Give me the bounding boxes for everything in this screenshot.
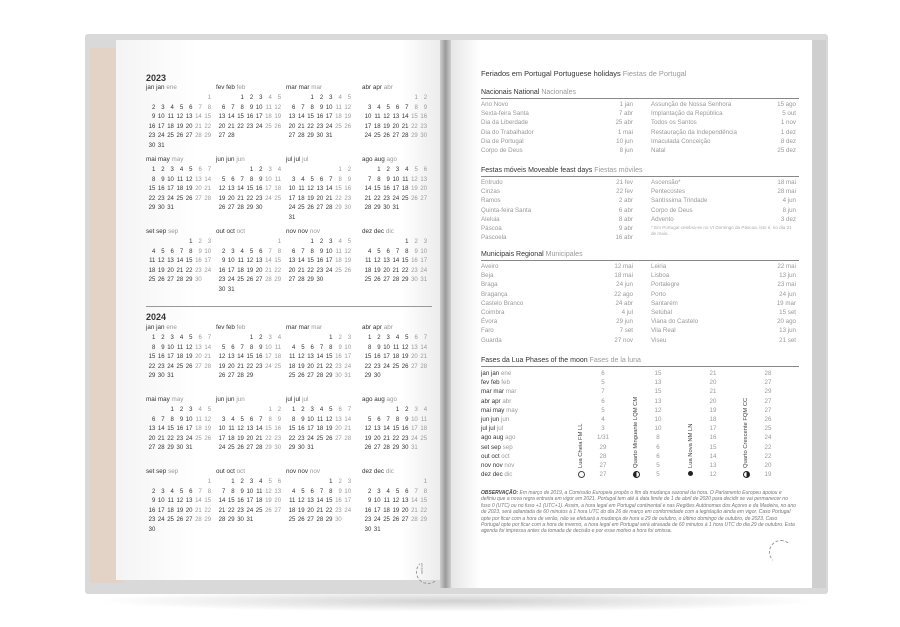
moon-day: 14	[709, 452, 717, 460]
month-2024-9	[146, 468, 212, 535]
moon-day: 24	[764, 434, 772, 442]
municipal-left-row: Bragança 22 ago	[481, 290, 633, 298]
moon-day: 29	[764, 388, 772, 396]
corner-arc	[416, 560, 440, 584]
moon-day: 28	[599, 452, 607, 460]
moon-day: 19	[709, 406, 717, 414]
moveable-left-row: Páscoa 9 abr	[481, 225, 633, 232]
moon-day: 5	[656, 462, 660, 469]
day-grid: 1 2 3 4 5 6 7 8 9 10 11 12 13 14 15 16 17 18 19 20 21 22 23 24 25 26 27 28 29 30 31	[288, 335, 352, 379]
corner-arc-right	[769, 540, 793, 564]
municipal-heading: Municipais Regional Municipales	[481, 251, 583, 258]
moon-day: 12	[654, 406, 662, 414]
moveable-left-row: Quinta-feira Santa 6 abr	[481, 206, 633, 214]
municipal-right-row: Leiria 22 mai	[651, 263, 796, 270]
month-name: abr apr abr	[362, 84, 393, 91]
year-divider	[146, 306, 432, 307]
moon-day: 22	[764, 452, 772, 460]
moon-day: 29	[599, 443, 607, 451]
municipal-left-row: Guarda 27 nov	[481, 336, 633, 344]
moon-day: 27	[599, 471, 607, 479]
month-name: nov nov nov	[286, 468, 320, 475]
day-grid: 1 2 3 4 5 6 7 8 9 10 11 12 13 14 15 16 17 18 19 20 21 22 23 24 25 26 27 28 29 30 31	[148, 335, 212, 379]
moon-day: 3	[601, 425, 605, 433]
left-page-calendar	[116, 40, 440, 580]
month-name: nov nov nov	[286, 228, 320, 235]
month-name: fev feb feb	[216, 324, 246, 331]
publisher-signature: ambar	[419, 562, 425, 575]
national-left-row: Corpo de Deus 8 jun	[481, 147, 633, 154]
moon-day: 13	[654, 397, 662, 405]
moveable-right-row: Pentecostes 28 mai	[651, 188, 796, 196]
moon-day: 27	[764, 397, 772, 405]
moon-day: 13	[654, 379, 662, 387]
day-grid: 1 2 3 4 5 6 7 8 9 10 11 12 13 14 15 16 17 18 19 20 21 22 23 24 25 26 27 28 29 30	[288, 239, 352, 283]
national-right-row: Implantação da República 5 out	[651, 110, 796, 118]
moon-month-label: jan jan ene	[481, 370, 512, 377]
moon-day: 7	[601, 388, 605, 396]
moveable-right-row: Santíssima Trindade 4 jun	[651, 197, 796, 205]
moveable-left-row: Pascoela 16 abr	[481, 234, 633, 242]
municipal-left-row: Évora 29 jun	[481, 318, 633, 326]
month-2024-3	[286, 324, 352, 382]
moon-day: 19	[764, 471, 772, 479]
month-2023-7	[286, 156, 352, 223]
moon-day: 10	[654, 416, 662, 423]
right-page-holidays	[451, 40, 812, 588]
moon-month-label: mai may may	[481, 406, 518, 414]
day-grid: 1 2 3 4 5 6 7 8 9 10 11 12 13 14 15 16 17 18 19 20 21 22 23 24 25 26 27 28 29 30 31	[364, 479, 428, 533]
month-2023-10	[216, 228, 282, 295]
municipal-right-row: Viseu 21 set	[651, 336, 796, 344]
moon-day: 15	[654, 370, 662, 377]
moon-day: 5	[656, 471, 660, 479]
moon-day: 5	[601, 379, 605, 387]
moon-day: 20	[709, 397, 717, 405]
national-right-row: Assunção de Nossa Senhora 15 ago	[651, 101, 796, 108]
moveable-right-row: Ascensão* 18 mai	[651, 179, 796, 186]
day-grid: 1 2 3 4 5 6 7 8 9 10 11 12 13 14 15 16 17 18 19 20 21 22 23 24 25 26 27 28 29 30 31	[148, 167, 212, 211]
moon-month-label: abr apr abr	[481, 397, 512, 405]
month-2024-12	[362, 468, 428, 535]
month-2023-5	[146, 156, 212, 214]
national-right-row: Natal 25 dez	[651, 147, 796, 154]
municipal-right-row: Vila Real 13 jun	[651, 327, 796, 335]
moon-day: 21	[709, 370, 717, 377]
moon-month-label: out oct oct	[481, 452, 510, 460]
moon-phase-label: Lua Nova NM LN	[688, 423, 694, 468]
year-2024-label: 2024	[146, 312, 167, 322]
moon-heading: Fases da Lua Phases of the moon Fases de la luna	[481, 357, 641, 364]
municipal-right-row: Setúbal 15 set	[651, 309, 796, 316]
day-grid: 1 2 3 4 5 6 7 8 9 10 11 12 13 14 15 16 17 18 19 20 21 22 23 24 25 26 27 28	[218, 95, 282, 139]
moon-day: 10	[654, 425, 662, 433]
moveable-left-row: Cinzas 22 fev	[481, 188, 633, 196]
month-name: jun jun jun	[216, 156, 245, 163]
municipal-rule	[481, 260, 799, 261]
moon-day: 6	[656, 452, 660, 460]
moon-day: 8	[656, 434, 660, 442]
moon-day: 6	[601, 370, 605, 377]
moon-phase-icon	[633, 471, 640, 478]
moon-day: 22	[764, 443, 772, 451]
moon-day: 13	[709, 462, 717, 469]
month-2024-7	[286, 396, 352, 454]
moon-day: 15	[654, 388, 662, 396]
moon-day: 27	[599, 462, 607, 469]
moon-day: 27	[764, 406, 772, 414]
moon-month-label: set sep sep	[481, 443, 513, 451]
moon-phase-label: Quarto Crescente FQM CC	[743, 397, 749, 468]
month-name: jan jan ene	[146, 84, 177, 91]
month-2024-2	[216, 324, 282, 382]
moon-phase-icon	[743, 471, 750, 478]
national-left-row: Sexta-feira Santa 7 abr	[481, 110, 633, 118]
moon-day: 21	[709, 388, 717, 396]
national-left-row: Ano Novo 1 jan	[481, 101, 633, 108]
day-grid: 1 2 3 4 5 6 7 8 9 10 11 12 13 14 15 16 17 18 19 20 21 22 23 24 25 26 27 28 29 30 31	[364, 407, 428, 451]
moon-day: 20	[709, 379, 717, 387]
book-gutter	[440, 40, 451, 588]
month-2023-8	[362, 156, 428, 214]
municipal-left-row: Aveiro 12 mai	[481, 263, 633, 270]
moon-day: 15	[709, 443, 717, 451]
month-name: jul jul jul	[286, 156, 309, 163]
day-grid: 1 2 3 4 5 6 7 8 9 10 11 12 13 14 15 16 17 18 19 20 21 22 23 24 25 26 27 28 29 30 31	[218, 479, 282, 523]
moon-phase-icon	[578, 471, 585, 478]
moon-month-label: fev feb feb	[481, 379, 510, 387]
municipal-right-row: Santarém 19 mar	[651, 299, 796, 307]
month-name: out oct oct	[216, 468, 246, 475]
month-2023-12	[362, 228, 428, 286]
month-2024-4	[362, 324, 428, 382]
moveable-right-row: Advento 3 dez	[651, 215, 796, 223]
time-change-note: OBSERVAÇÃO: Em março de 2019, a Comissão Europeia propôs o fim da mudança sazonal da hora. O Parlamento Europeu apoiou e definiu que a nova regra entraria em vigor em 2021. Portugal tem até à data limite de 1 de abril de 2020 para decidir se vai permanecer no fuso 0 (UTC) ou no fuso +1 (UTC+1). Assim, a hora legal em Portugal continental e nas Regiões Autónomas dos Açores e da Madeira, no ano de 2023, será adiantada de 60 minutos à 1 hora UTC do dia 26 de março em conformidade com a legislação ainda em vigor. Caso Portugal opte por ficar com a hora de verão, não se efetuará a mudança de hora a 29 de outubro, o último domingo de outubro, de 2023. Caso Portugal opte por ficar com a hora de inverno, a hora legal em Portugal será atrasada de 60 minutos à 1 hora UTC do dia 29 de outubro. Esta agenda foi impressa antes da tomada de decisão e por esse motivo a hora foi omissa.	[481, 490, 796, 535]
moon-rule	[481, 366, 799, 367]
national-right-row: Imaculada Conceição 8 dez	[651, 137, 796, 145]
day-grid: 1 2 3 4 5 6 7 8 9 10 11 12 13 14 15 16 17 18 19 20 21 22 23 24 25 26 27 28 29 30 31	[148, 407, 212, 451]
day-grid: 1 2 3 4 5 6 7 8 9 10 11 12 13 14 15 16 17 18 19 20 21 22 23 24 25 26 27 28 29 30 31	[218, 239, 282, 293]
day-grid: 1 2 3 4 5 6 7 8 9 10 11 12 13 14 15 16 17 18 19 20 21 22 23 24 25 26 27 28 29 30	[148, 239, 212, 283]
moon-day: 6	[656, 443, 660, 451]
moon-month-label: jul jul jul	[481, 425, 504, 433]
month-2023-2	[216, 84, 282, 142]
municipal-right-row: Portalegre 23 mai	[651, 281, 796, 289]
moon-day: 20	[764, 462, 772, 469]
moon-phase-label: Lua Cheia FM LL	[578, 423, 584, 468]
month-2024-1	[146, 324, 212, 382]
day-grid: 1 2 3 4 5 6 7 8 9 10 11 12 13 14 15 16 17 18 19 20 21 22 23 24 25 26 27 28 29 30	[364, 335, 428, 379]
municipal-left-row: Beja 18 mai	[481, 272, 633, 280]
day-grid: 1 2 3 4 5 6 7 8 9 10 11 12 13 14 15 16 17 18 19 20 21 22 23 24 25 26 27 28 29 30	[218, 167, 282, 211]
municipal-left-row: Castelo Branco 24 abr	[481, 299, 633, 307]
month-name: jan jan ene	[146, 324, 177, 331]
month-2024-5	[146, 396, 212, 454]
national-rule	[481, 98, 799, 99]
month-name: mai may may	[146, 396, 184, 403]
day-grid: 1 2 3 4 5 6 7 8 9 10 11 12 13 14 15 16 17 18 19 20 21 22 23 24 25 26 27 28 29	[218, 335, 282, 379]
moon-month-label: dez dec dic	[481, 471, 513, 479]
day-grid: 1 2 3 4 5 6 7 8 9 10 11 12 13 14 15 16 17 18 19 20 21 22 23 24 25 26 27 28 29 30	[148, 479, 212, 533]
national-right-row: Todos os Santos 1 nov	[651, 119, 796, 127]
day-grid: 1 2 3 4 5 6 7 8 9 10 11 12 13 14 15 16 17 18 19 20 21 22 23 24 25 26 27 28 29 30 31	[288, 407, 352, 451]
month-name: jun jun jun	[216, 396, 245, 403]
moon-day: 16	[709, 434, 717, 442]
month-name: dez dec dic	[362, 468, 394, 475]
month-2023-9	[146, 228, 212, 286]
moon-day: 27	[764, 379, 772, 387]
moon-day: 6	[601, 397, 605, 405]
day-grid: 1 2 3 4 5 6 7 8 9 10 11 12 13 14 15 16 17 18 19 20 21 22 23 24 25 26 27 28 29 30	[218, 407, 282, 451]
month-name: out oct oct	[216, 228, 246, 235]
moveable-left-row: Ramos 2 abr	[481, 197, 633, 205]
moon-day: 26	[764, 416, 772, 423]
month-name: abr apr abr	[362, 324, 393, 331]
moon-day: 18	[709, 416, 717, 423]
municipal-left-row: Coimbra 4 jul	[481, 309, 633, 316]
month-2023-1	[146, 84, 212, 151]
moon-day: 1/31	[596, 434, 610, 442]
national-left-row: Dia do Trabalhador 1 mai	[481, 128, 633, 136]
moveable-rule	[481, 176, 799, 177]
national-left-row: Dia de Portugal 10 jun	[481, 137, 633, 145]
month-name: mar mar mar	[286, 84, 323, 91]
month-2024-11	[286, 468, 352, 526]
moveable-footnote: * Em Portugal celebra-se no VI Domingo da Páscoa, isto é, no dia 21 de maio.	[651, 225, 792, 236]
national-heading: Nacionais National Nacionales	[481, 89, 576, 96]
month-name: dez dec dic	[362, 228, 394, 235]
month-name: set sep sep	[146, 468, 179, 475]
day-grid: 1 2 3 4 5 6 7 8 9 10 11 12 13 14 15 16 17 18 19 20 21 22 23 24 25 26 27 28 29 30 31	[364, 239, 428, 283]
month-2024-8	[362, 396, 428, 454]
municipal-left-row: Braga 24 jun	[481, 281, 633, 289]
holidays-title: Feriados em Portugal Portuguese holidays Fiestas de Portugal	[481, 69, 687, 78]
month-name: jul jul jul	[286, 396, 309, 403]
month-2023-6	[216, 156, 282, 214]
moon-month-label: nov nov nov	[481, 462, 515, 469]
day-grid: 1 2 3 4 5 6 7 8 9 10 11 12 13 14 15 16 17 18 19 20 21 22 23 24 25 26 27 28 29 30 31	[148, 95, 212, 149]
moon-day: 17	[709, 425, 717, 433]
month-2023-4	[362, 84, 428, 142]
moon-month-label: mar mar mar	[481, 388, 517, 396]
moon-day: 4	[601, 416, 605, 423]
month-2023-3	[286, 84, 352, 142]
national-left-row: Dia da Liberdade 25 abr	[481, 119, 633, 127]
day-grid: 1 2 3 4 5 6 7 8 9 10 11 12 13 14 15 16 17 18 19 20 21 22 23 24 25 26 27 28 29 30	[364, 95, 428, 139]
month-name: mai may may	[146, 156, 184, 163]
month-name: mar mar mar	[286, 324, 323, 331]
municipal-right-row: Lisboa 13 jun	[651, 272, 796, 280]
moon-day: 25	[764, 425, 772, 433]
national-right-row: Restauração da Independência 1 dez	[651, 128, 796, 136]
municipal-left-row: Faro 7 set	[481, 327, 633, 335]
month-name: set sep sep	[146, 228, 179, 235]
month-name: ago aug ago	[362, 396, 398, 403]
moon-phase-icon	[688, 471, 693, 476]
moveable-left-row: Entrudo 21 fev	[481, 179, 633, 186]
moon-day: 5	[601, 406, 605, 414]
moon-phase-label: Quarto Minguante LQM CM	[633, 396, 639, 468]
moveable-right-row: Corpo de Deus 8 jun	[651, 206, 796, 214]
month-2024-10	[216, 468, 282, 526]
moon-day: 12	[709, 471, 717, 479]
day-grid: 1 2 3 4 5 6 7 8 9 10 11 12 13 14 15 16 17 18 19 20 21 22 23 24 25 26 27 28 29 30 31	[288, 95, 352, 139]
month-name: fev feb feb	[216, 84, 246, 91]
year-2023-label: 2023	[146, 73, 167, 83]
month-2024-6	[216, 396, 282, 454]
moveable-left-row: Aleluia 8 abr	[481, 215, 633, 223]
municipal-right-row: Porto 24 jun	[651, 290, 796, 298]
month-name: ago aug ago	[362, 156, 398, 163]
moon-month-label: jun jun jun	[481, 416, 510, 423]
book-cover-edge	[812, 40, 826, 588]
moveable-heading: Festas móveis Moveable feast days Fiestas móviles	[481, 167, 643, 174]
municipal-right-row: Viana do Castelo 20 ago	[651, 318, 796, 326]
moon-month-label: ago aug ago	[481, 434, 516, 442]
day-grid: 1 2 3 4 5 6 7 8 9 10 11 12 13 14 15 16 17 18 19 20 21 22 23 24 25 26 27 28 29 30 31	[288, 167, 352, 221]
month-2023-11	[286, 228, 352, 286]
day-grid: 1 2 3 4 5 6 7 8 9 10 11 12 13 14 15 16 17 18 19 20 21 22 23 24 25 26 27 28 29 30	[288, 479, 352, 523]
day-grid: 1 2 3 4 5 6 7 8 9 10 11 12 13 14 15 16 17 18 19 20 21 22 23 24 25 26 27 28 29 30 31	[364, 167, 428, 211]
moon-day: 28	[764, 370, 772, 377]
